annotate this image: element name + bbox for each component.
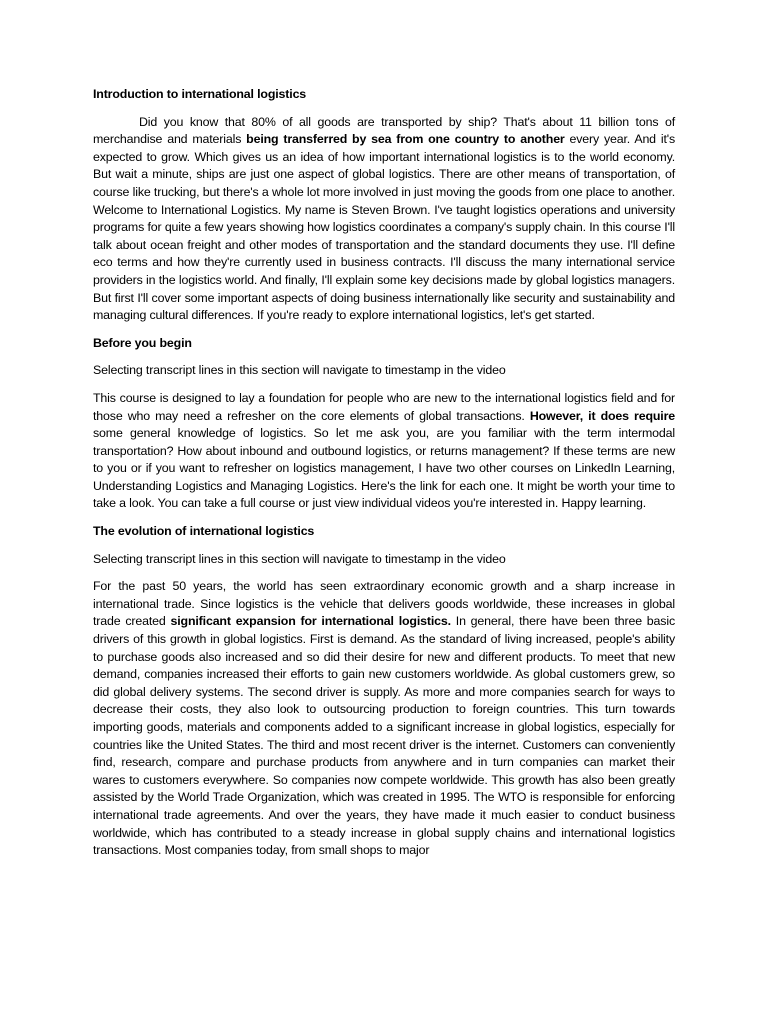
paragraph-bold-text: significant expansion for international logistics. [170,614,451,629]
paragraph-introduction [93,114,675,325]
document-page [93,86,675,870]
paragraph-text: some general knowledge of logistics. So let me ask you, are you familiar with the term intermodal transportation? How about inbound and outbound logistics, or returns management? If these terms are new to you or if you want to refresher on logistics management, I have two other courses on LinkedIn Learning, Understanding Logistics and Managing Logistics. Here's the link for each one. It might be worth your time to take a look. You can take a full course or just view individual videos you're interested in. Happy learning. [93,426,675,511]
paragraph-text: every year. And it's expected to grow. Which gives us an idea of how important international logistics is to the world economy. But wait a minute, ships are just one aspect of global logistics. There are other means of transportation, of course like trucking, but there's a whole lot more involved in just moving the goods from one place to another. Welcome to International Logistics. My name is Steven Brown. I've taught logistics operations and university programs for quite a few years showing how logistics coordinates a company's supply chain. In this course I'll talk about ocean freight and other modes of transportation and the standard documents they use. I'll define eco terms and how they're currently used in business contracts. I'll discuss the many international service providers in the logistics world. And finally, I'll explain some key decisions made by global logistics managers. But first I'll cover some important aspects of doing business internationally like security and sustainability and managing cultural differences. If you're ready to explore international logistics, let's get started. [93,132,675,323]
transcript-note: Selecting transcript lines in this section will navigate to timestamp in the video [93,551,506,566]
section-heading-before-you-begin: Before you begin [93,335,192,350]
paragraph-text: Did you know that 80% of all goods are transported by ship? That's about 11 billion tons of merchandise and materials [93,114,675,147]
paragraph-text: For the past 50 years, the world has seen extraordinary economic growth and a sharp increase in international trade. Since logistics is the vehicle that delivers goods worldwide, these increases in global trade created [93,579,675,629]
transcript-note: Selecting transcript lines in this section will navigate to timestamp in the video [93,363,506,378]
section-heading-evolution: The evolution of international logistics [93,524,315,539]
paragraph-before-you-begin [93,390,675,513]
paragraph-evolution [93,578,675,860]
paragraph-bold-text: However, it does require [529,408,675,423]
paragraph-bold-text: being transferred by sea from one country to another [246,132,565,147]
paragraph-text: In general, there have been three basic drivers of this growth in global logistics. First is demand. As the standard of living increased, people's ability to purchase goods also increased and so did their desire for new and different products. To meet that new demand, companies increased their efforts to gain new customers worldwide. As global customers grew, so did global delivery systems. The second driver is supply. As more and more companies search for ways to decrease their costs, they also look to outsourcing production to foreign countries. This turn towards importing goods, materials and components added to a significant increase in global logistics, especially for countries like the United States. The third and most recent driver is the internet. Customers can conveniently find, research, compare and purchase products from anywhere and in turn companies can market their wares to customers everywhere. So companies now compete worldwide. This growth has also been greatly assisted by the World Trade Organization, which was created in 1995. The WTO is responsible for enforcing international trade agreements. And over the years, they have made it much easier to conduct business worldwide, which has contributed to a steady increase in global supply chains and international logistics transactions. Most companies today, from small shops to major [93,614,675,858]
paragraph-text: This course is designed to lay a foundation for people who are new to the international logistics field and for those who may need a refresher on the core elements of global transactions. [93,390,675,423]
section-heading-introduction: Introduction to international logistics [93,87,307,101]
